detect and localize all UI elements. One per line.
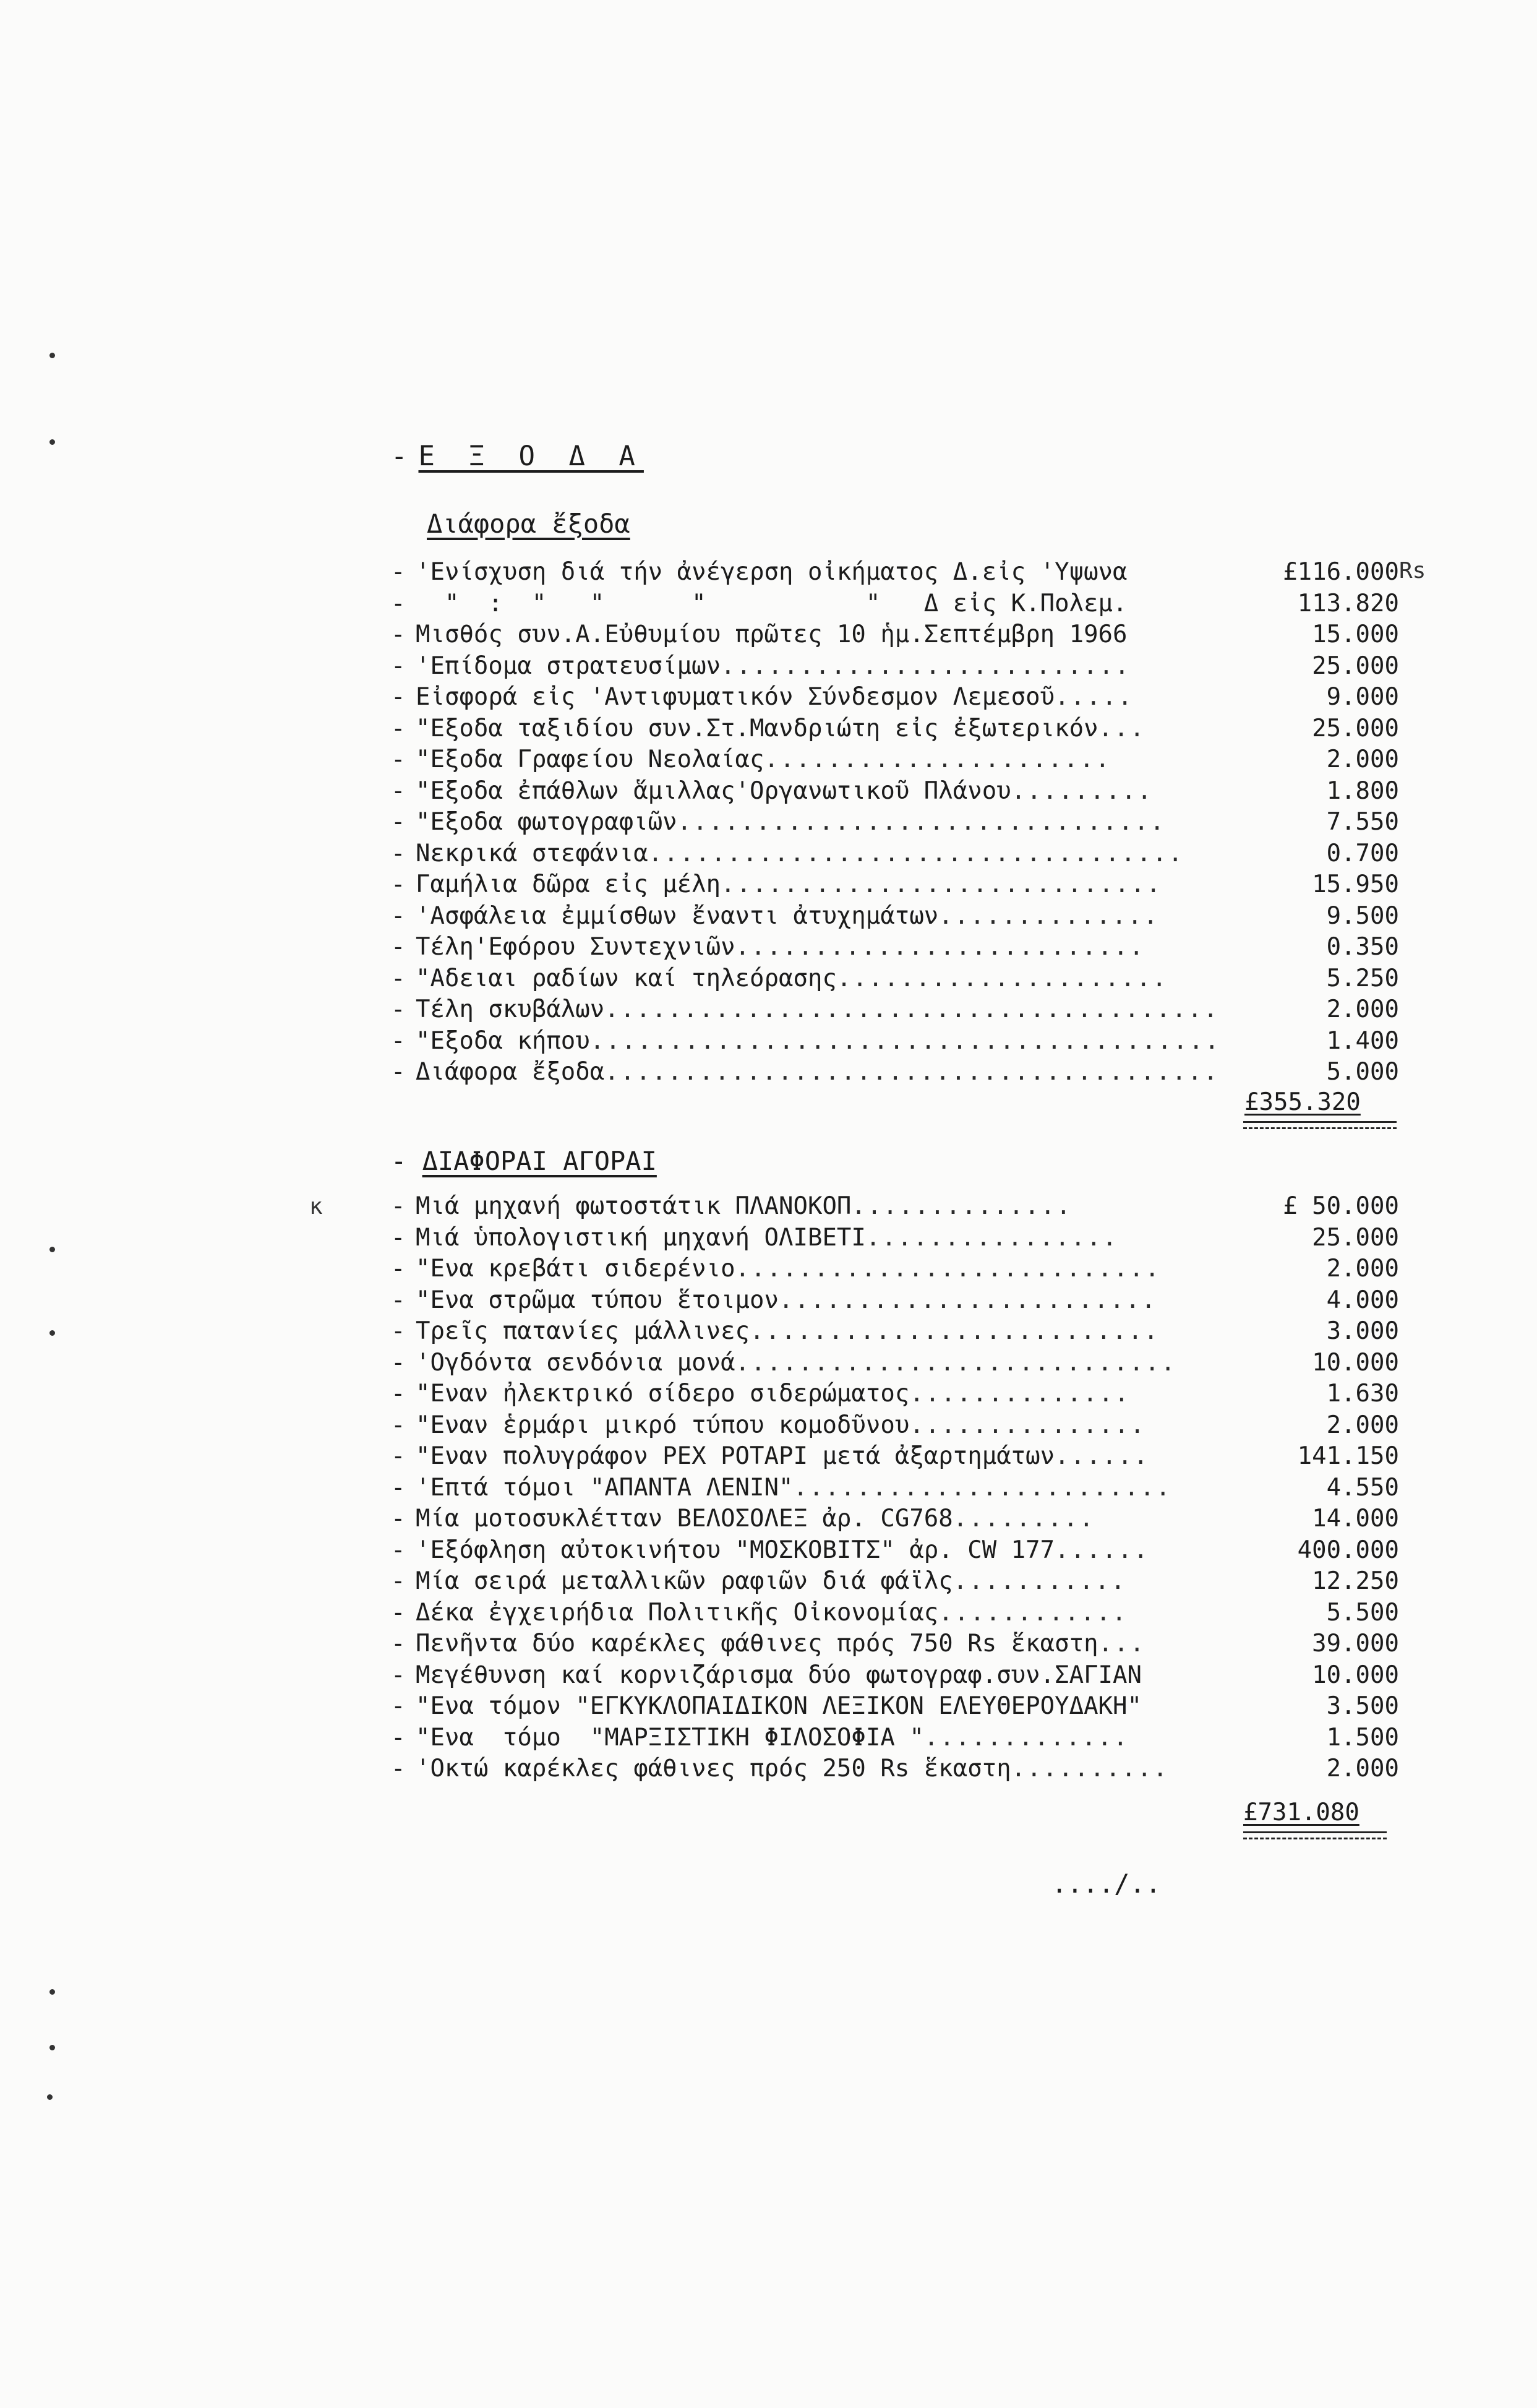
row-description — [416, 1503, 1269, 1534]
row-amount: 15.950 — [1312, 871, 1399, 898]
row-dash: - — [391, 1317, 406, 1345]
purchase-row — [391, 1410, 1399, 1441]
row-description — [416, 744, 1269, 775]
row-dash: - — [391, 1567, 406, 1595]
row-dash: - — [391, 621, 406, 648]
expense-row — [391, 651, 1399, 682]
margin-speck — [49, 1989, 55, 1995]
row-dash: - — [391, 776, 406, 805]
row-description — [416, 776, 1269, 807]
row-amount: 7.550 — [1326, 808, 1399, 836]
row-dash: - — [391, 1255, 406, 1283]
row-description-text: 'Επίδομα στρατευσίμων — [416, 651, 721, 680]
row-dash: - — [391, 1411, 406, 1439]
purchase-row — [391, 1691, 1399, 1722]
purchase-row — [391, 1191, 1399, 1222]
row-description — [416, 994, 1269, 1025]
row-description — [416, 807, 1269, 838]
row-description-text: Μισθός συν.Α.Εὐθυμίου πρῶτες 10 ἡμ.Σεπτέμβρη 1966 — [416, 621, 1128, 648]
row-description-text: Διάφορα ἔξοδα — [416, 1058, 605, 1086]
purchase-row — [391, 1348, 1399, 1378]
row-dash: - — [391, 1505, 406, 1533]
purchase-row — [391, 1566, 1399, 1597]
row-amount: 1.400 — [1326, 1026, 1399, 1055]
row-amount: 39.000 — [1312, 1630, 1399, 1658]
row-leader-dots: .......................... — [735, 933, 1145, 961]
row-description-text: 'Επτά τόμοι "ΑΠΑΝΤΑ ΛΕΝΙΝ" — [416, 1473, 794, 1502]
row-amount: 1.500 — [1326, 1723, 1399, 1752]
row-amount: 25.000 — [1312, 651, 1399, 680]
purchase-row — [391, 1597, 1399, 1628]
row-description — [416, 901, 1269, 932]
margin-speck — [47, 2094, 53, 2100]
margin-speck — [49, 1330, 55, 1336]
page-heading — [391, 441, 644, 472]
section1-title: Διάφορα ἔξοδα — [427, 509, 630, 539]
row-amount: 2.000 — [1326, 1255, 1399, 1283]
purchase-row — [391, 1253, 1399, 1284]
row-amount: 25.000 — [1312, 1223, 1399, 1252]
row-dash: - — [391, 1223, 406, 1252]
row-description — [416, 588, 1269, 619]
row-description — [416, 1473, 1269, 1503]
expense-row — [391, 557, 1399, 588]
row-dash: - — [391, 1286, 406, 1314]
row-dash: - — [391, 871, 406, 898]
expense-row — [391, 901, 1399, 932]
row-dash: - — [391, 1473, 406, 1502]
row-amount: 0.350 — [1326, 933, 1399, 961]
expense-row — [391, 807, 1399, 838]
row-description-text: Μιά μηχανή φωτοστάτικ ΠΛΑΝΟΚΟΠ — [416, 1192, 852, 1220]
row-leader-dots: ............. — [923, 1723, 1129, 1752]
row-description — [416, 1628, 1269, 1659]
row-description-text: Εἰσφορά εἰς 'Αντιφυματικόν Σύνδεσμον Λεμεσοῦ — [416, 683, 1055, 711]
row-leader-dots: ....................................... — [604, 995, 1219, 1023]
expense-row — [391, 1026, 1399, 1057]
row-leader-dots: ..... — [1055, 683, 1134, 711]
row-amount: 1.800 — [1326, 776, 1399, 805]
row-leader-dots: ...................... — [764, 746, 1111, 773]
section2-total: £731.080 — [1243, 1799, 1359, 1826]
row-dash: - — [391, 839, 406, 867]
row-description-text: 'Ενίσχυση διά τήν ἀνέγερση οἰκήματος Δ.εἰς 'Υψωνα — [416, 558, 1128, 586]
row-amount: 10.000 — [1312, 1661, 1399, 1689]
row-description-text: "Εναν ἑρμάρι μικρό τύπου κομοδῦνου — [416, 1411, 910, 1439]
row-description — [416, 651, 1269, 682]
section2-title: ΔΙΑΦΟΡΑΙ ΑΓΟΡΑΙ — [422, 1146, 657, 1176]
margin-speck — [49, 2045, 55, 2050]
row-amount: 10.000 — [1312, 1348, 1399, 1377]
row-amount: 15.000 — [1312, 621, 1399, 648]
row-description — [416, 619, 1269, 650]
row-description — [416, 1348, 1269, 1378]
row-amount: 0.700 — [1326, 839, 1399, 867]
row-description — [416, 963, 1269, 994]
row-amount: 1.630 — [1326, 1380, 1399, 1408]
row-description — [416, 1441, 1269, 1472]
row-description-text: 'Ασφάλεια ἐμμίσθων ἔναντι ἀτυχημάτων — [416, 901, 939, 930]
row-amount: 113.820 — [1297, 589, 1399, 617]
row-leader-dots: ........................................ — [589, 1026, 1220, 1055]
row-dash: - — [391, 1630, 406, 1658]
section1-total: £355.320 — [1244, 1088, 1361, 1116]
expense-row — [391, 963, 1399, 994]
row-leader-dots: ............... — [909, 1411, 1146, 1439]
row-amount: 3.000 — [1326, 1317, 1399, 1345]
row-amount: 4.000 — [1326, 1286, 1399, 1314]
row-leader-dots: .............. — [938, 901, 1160, 930]
row-description-text: "Εξοδα Γραφείου Νεολαίας — [416, 746, 764, 773]
row-description-text: "Εναν πολυγράφον ΡΕΧ ΡΟΤΑΡΙ μετά ἀξαρτημάτων — [416, 1442, 1055, 1470]
row-description — [416, 1660, 1269, 1691]
row-amount: 14.000 — [1312, 1505, 1399, 1533]
expense-row — [391, 713, 1399, 744]
row-description-text: 'Εξόφληση αὐτοκινήτου "ΜΟΣΚΟΒΙΤΣ" ἀρ. CW 177 — [416, 1536, 1055, 1564]
purchase-row — [391, 1285, 1399, 1316]
row-description-text: 'Ογδόντα σενδόνια μονά — [416, 1348, 735, 1377]
row-description — [416, 1285, 1269, 1316]
row-leader-dots: .................................. — [648, 839, 1184, 867]
expense-row — [391, 838, 1399, 869]
expense-row — [391, 682, 1399, 713]
row-dash: - — [391, 964, 406, 992]
row-amount: 5.250 — [1326, 964, 1399, 992]
expense-row — [391, 994, 1399, 1025]
row-description — [416, 1057, 1269, 1088]
purchase-row — [391, 1378, 1399, 1409]
row-leader-dots: ............................ — [721, 871, 1162, 898]
row-leader-dots: ........................ — [793, 1473, 1172, 1502]
row-leader-dots: ......... — [1011, 776, 1154, 805]
row-dash: - — [391, 808, 406, 836]
row-description-text: Μία σειρά μεταλλικῶν ραφιῶν διά φάϊλς — [416, 1567, 953, 1595]
row-dash: - — [391, 901, 406, 930]
row-leader-dots: ....................................... — [604, 1058, 1219, 1086]
row-description-text: Μεγέθυνση καί κορνιζάρισμα δύο φωτογραφ.συν.ΣΑΓΙΑΝ — [416, 1661, 1142, 1689]
purchase-row — [391, 1660, 1399, 1691]
expense-row — [391, 744, 1399, 775]
row-dash: - — [391, 1755, 406, 1782]
row-dash: - — [391, 1692, 406, 1720]
row-description — [416, 932, 1269, 963]
section1-total-double-rule — [1243, 1121, 1397, 1123]
row-description — [416, 682, 1269, 713]
row-dash: - — [391, 1536, 406, 1564]
margin-mark: κ — [309, 1194, 323, 1219]
purchase-row — [391, 1753, 1399, 1784]
purchase-row — [391, 1473, 1399, 1503]
margin-speck — [49, 439, 55, 445]
row-dash: - — [391, 1598, 406, 1627]
row-description-text: Νεκρικά στεφάνια — [416, 839, 648, 867]
expense-row — [391, 588, 1399, 619]
expense-row — [391, 932, 1399, 963]
row-leader-dots: .......... — [1011, 1755, 1169, 1782]
row-amount: 141.150 — [1297, 1442, 1399, 1470]
row-amount: £116.000 — [1283, 558, 1399, 586]
row-dash: - — [391, 589, 406, 617]
row-dash: - — [391, 1723, 406, 1752]
expense-row — [391, 619, 1399, 650]
row-dash: - — [391, 1380, 406, 1408]
row-description-text: "Εξοδα ταξιδίου συν.Στ.Μανδριώτη εἰς ἐξωτερικόν — [416, 714, 1098, 742]
row-leader-dots: ................ — [865, 1223, 1118, 1252]
row-leader-dots: ........... — [953, 1567, 1127, 1595]
row-amount: 25.000 — [1312, 714, 1399, 742]
row-leader-dots: .............. — [851, 1192, 1072, 1220]
row-description — [416, 713, 1269, 744]
row-leader-dots: ... — [1098, 714, 1146, 742]
continuation-marker: ..../.. — [1051, 1868, 1162, 1899]
row-leader-dots: ...... — [1055, 1442, 1150, 1470]
row-leader-dots: ......... — [953, 1505, 1095, 1533]
row-description-text: "Εναν ἠλεκτρικό σίδερο σιδερώματος — [416, 1380, 910, 1408]
row-leader-dots: .......................... — [721, 651, 1131, 680]
row-dash: - — [391, 683, 406, 711]
row-amount: 4.550 — [1326, 1473, 1399, 1502]
row-description-text: Τρεῖς πατανίες μάλλινες — [416, 1317, 750, 1345]
row-leader-dots: ..................... — [836, 964, 1168, 992]
row-leader-dots: .......................... — [750, 1317, 1160, 1345]
row-dash: - — [391, 1442, 406, 1470]
row-description-text: Τέλη σκυβάλων — [416, 995, 605, 1023]
row-amount: 3.500 — [1326, 1692, 1399, 1720]
row-leader-dots: ........................ — [779, 1286, 1157, 1314]
row-dash: - — [391, 995, 406, 1023]
purchase-row — [391, 1535, 1399, 1566]
row-description-text: "Αδειαι ραδίων καί τηλεόρασης — [416, 964, 837, 992]
row-amount: 5.000 — [1326, 1058, 1399, 1086]
row-description-text: " : " " " " Δ εἰς Κ.Πολεμ. — [416, 589, 1128, 617]
row-leader-dots: ........................... — [735, 1255, 1161, 1283]
row-amount: 5.500 — [1326, 1598, 1399, 1627]
row-leader-dots: ...... — [1055, 1536, 1150, 1564]
row-leader-dots: ... — [1098, 1630, 1146, 1658]
row-description — [416, 1566, 1269, 1597]
row-leader-dots: .............. — [909, 1380, 1131, 1408]
row-description — [416, 1191, 1269, 1222]
row-description — [416, 1535, 1269, 1566]
row-amount: 2.000 — [1326, 1411, 1399, 1439]
purchase-row — [391, 1722, 1399, 1753]
purchase-row — [391, 1316, 1399, 1347]
row-amount: £ 50.000 — [1283, 1192, 1399, 1220]
row-description-text: Γαμήλια δῶρα εἰς μέλη — [416, 871, 721, 898]
heading-dash: - — [391, 441, 408, 472]
row-amount: 9.000 — [1326, 683, 1399, 711]
row-description — [416, 1597, 1269, 1628]
row-description-text: Πενῆντα δύο καρέκλες φάθινες πρός 750 Rs ἕκαστη — [416, 1630, 1098, 1658]
row-description — [416, 838, 1269, 869]
row-dash: - — [391, 746, 406, 773]
row-leader-dots: ............ — [938, 1598, 1128, 1627]
row-leader-dots: ............................ — [735, 1348, 1177, 1377]
row-description-text: "Εξοδα ἐπάθλων ἅμιλλας'Οργανωτικοῦ Πλάνου — [416, 776, 1011, 805]
row-description — [416, 869, 1269, 900]
purchase-row — [391, 1223, 1399, 1253]
expense-row — [391, 776, 1399, 807]
row-dash: - — [391, 714, 406, 742]
row-amount: 12.250 — [1312, 1567, 1399, 1595]
row-amount: 2.000 — [1326, 995, 1399, 1023]
row-description-text: "Εξοδα κήπου — [416, 1026, 590, 1055]
row-description-text: "Εξοδα φωτογραφιῶν — [416, 808, 677, 836]
row-description-text: "Ενα τόμον "ΕΓΚΥΚΛΟΠΑΙΔΙΚΟΝ ΛΕΞΙΚΟΝ ΕΛΕΥΘΕΡΟΥΔΑΚΗ" — [416, 1692, 1142, 1720]
currency-unit-mark: Rs — [1399, 558, 1426, 583]
row-dash: - — [391, 1661, 406, 1689]
row-amount: 2.000 — [1326, 746, 1399, 773]
row-description-text: Τέλη'Εφόρου Συντεχνιῶν — [416, 933, 735, 961]
row-description — [416, 557, 1269, 588]
section2-total-double-rule — [1243, 1831, 1387, 1833]
row-dash: - — [391, 1026, 406, 1055]
row-dash: - — [391, 1348, 406, 1377]
section2-heading: - ΔΙΑΦΟΡΑΙ ΑΓΟΡΑΙ — [391, 1146, 657, 1176]
row-description-text: Μία μοτοσυκλέτταν ΒΕΛΟΣΟΛΕΞ ἀρ. CG768 — [416, 1505, 953, 1533]
row-dash: - — [391, 1058, 406, 1086]
row-dash: - — [391, 651, 406, 680]
row-description-text: "Ενα στρῶμα τύπου ἕτοιμον — [416, 1286, 779, 1314]
row-description — [416, 1410, 1269, 1441]
row-description-text: "Ενα κρεβάτι σιδερένιο — [416, 1255, 735, 1283]
purchase-row — [391, 1628, 1399, 1659]
row-description — [416, 1722, 1269, 1753]
row-description — [416, 1223, 1269, 1253]
row-leader-dots: ............................... — [677, 808, 1166, 836]
expense-row — [391, 1057, 1399, 1088]
row-dash: - — [391, 1192, 406, 1220]
heading-title: Ε Ξ Ο Δ Α — [418, 441, 644, 472]
row-description-text: 'Οκτώ καρέκλες φάθινες πρός 250 Rs ἕκαστη — [416, 1755, 1011, 1782]
row-description-text: "Ενα τόμο "ΜΑΡΞΙΣΤΙΚΗ ΦΙΛΟΣΟΦΙΑ " — [416, 1723, 924, 1752]
row-description — [416, 1753, 1269, 1784]
purchase-row — [391, 1441, 1399, 1472]
row-description — [416, 1026, 1269, 1057]
row-description — [416, 1253, 1269, 1284]
margin-speck — [49, 353, 55, 358]
purchase-row — [391, 1503, 1399, 1534]
row-description — [416, 1691, 1269, 1722]
row-dash: - — [391, 933, 406, 961]
expense-row — [391, 869, 1399, 900]
row-amount: 2.000 — [1326, 1755, 1399, 1782]
row-description-text: Δέκα ἐγχειρήδια Πολιτικῆς Οἰκονομίας — [416, 1598, 939, 1627]
row-dash: - — [391, 558, 406, 586]
margin-speck — [49, 1247, 55, 1252]
row-description — [416, 1378, 1269, 1409]
row-description-text: Μιά ὑπολογιστική μηχανή ΟΛΙΒΕΤΙ — [416, 1223, 866, 1252]
row-amount: 9.500 — [1326, 901, 1399, 930]
row-description — [416, 1316, 1269, 1347]
row-amount: 400.000 — [1297, 1536, 1399, 1564]
